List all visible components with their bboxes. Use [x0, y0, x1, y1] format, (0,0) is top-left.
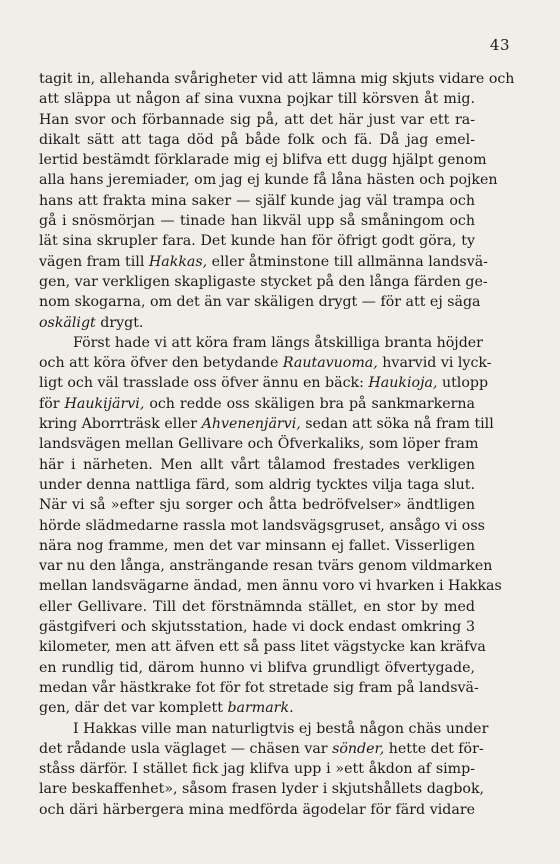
body-text — [39, 69, 515, 820]
text-line — [39, 89, 475, 109]
text-line — [39, 272, 488, 292]
italic-term: Haukioja, — [368, 375, 438, 392]
italic-term: sönder, — [332, 740, 385, 757]
text-line — [39, 231, 475, 251]
page-number: 43 — [489, 36, 510, 54]
text-line — [39, 394, 475, 414]
text-line — [39, 617, 475, 637]
text-segment: tagit in, allehanda svårigheter vid att lämna mig skjuts vidare och — [39, 71, 515, 87]
text-segment: hörde slädmedarne rassla mot landsvägsgruset, ansågo vi oss — [39, 517, 485, 534]
text-line — [39, 110, 475, 130]
text-segment: nom skogarna, om det än var skäligen drygt — för att ej säga — [39, 294, 481, 311]
text-line — [39, 150, 487, 170]
text-segment: ligt och väl trasslade oss öfver ännu en bäck: — [39, 375, 369, 392]
text-segment: lät sina skrupler fara. Det kunde han för öfrigt godt göra, ty — [39, 233, 475, 250]
text-segment: gen, var verkligen skapligaste stycket på den långa färden ge- — [39, 273, 488, 290]
text-line — [39, 252, 488, 272]
italic-term: Hakkas, — [148, 253, 208, 270]
text-segment: gå i snösmörjan — tinade han likväl upp så småningom och — [39, 213, 475, 230]
text-segment: eller åtminstone till allmänna landsvä- — [207, 253, 488, 270]
text-line — [39, 576, 502, 596]
text-segment: eller Gellivare. Till det förstnämnda stället, en stor by med — [39, 598, 475, 615]
text-segment: en rundlig tid, därom hunno vi blifva grundligt öfvertygade, — [39, 659, 475, 676]
text-line — [39, 292, 481, 312]
text-line — [39, 556, 493, 576]
text-line — [39, 69, 515, 89]
text-segment: gästgifveri och skjutsstation, hade vi dock endast omkring 3 — [39, 619, 475, 636]
italic-term: Rautavuoma, — [282, 355, 378, 372]
text-segment: vägen fram till — [39, 253, 149, 270]
italic-term: barmark. — [227, 700, 294, 717]
text-line — [39, 637, 486, 657]
text-segment: hans att frakta mina saker — själf kunde jag väl trampa och — [39, 192, 475, 209]
text-line — [39, 353, 492, 373]
text-segment: gen, där det var komplett — [39, 700, 228, 717]
text-segment: och att köra öfver den betydande — [39, 355, 283, 372]
text-segment: Han svor och förbannade sig på, att det här just var ett ra- — [39, 111, 475, 128]
text-line — [39, 536, 475, 556]
text-line — [39, 678, 479, 698]
text-line — [39, 597, 475, 617]
text-segment: landsvägen mellan Gellivare och Öfverkaliks, som löper fram — [39, 436, 479, 453]
text-line — [39, 495, 475, 515]
text-line — [39, 170, 498, 190]
text-segment: hvarvid vi lyck- — [377, 355, 492, 372]
text-line — [39, 191, 475, 211]
text-segment: att släppa ut någon af sina vuxna pojkar till körsven åt mig. — [39, 91, 475, 108]
text-segment: sedan att söka nå fram till — [300, 416, 494, 433]
text-segment: kring Aborrträsk eller — [39, 416, 202, 433]
text-segment: utlopp — [437, 375, 489, 392]
text-segment: och däri härbergera mina medförda ägodelar för färd vidare — [39, 801, 475, 818]
text-line — [39, 434, 479, 454]
text-line — [39, 373, 489, 393]
text-segment: alla hans jeremiader, om jag ej kunde få låna hästen och pojken — [39, 172, 498, 189]
text-line — [39, 698, 475, 718]
text-line — [39, 313, 475, 333]
italic-term: Haukijärvi, — [64, 395, 145, 412]
text-segment: mellan landsvägarne ändad, men ännu voro vi hvarken i Hakkas — [39, 578, 502, 595]
text-segment: och redde oss skäligen bra på sankmarkerna — [144, 395, 475, 412]
text-segment: I Hakkas ville man naturligtvis ej bestå någon chäs under — [73, 720, 489, 737]
text-segment: hette det för- — [384, 740, 484, 757]
text-segment: under denna nattliga färd, som aldrig tycktes vilja taga slut. — [39, 476, 475, 493]
text-segment: medan vår hästkrake fot för fot stretade sig fram på landsvä- — [39, 679, 479, 696]
text-segment: När vi så »efter sju sorger och åtta bedröfvelser» ändtligen — [39, 497, 475, 514]
text-line — [39, 333, 483, 353]
text-line — [39, 739, 484, 759]
text-segment: nära nog framme, men det var minsann ej fallet. Visserligen — [39, 537, 475, 554]
text-line — [39, 800, 475, 820]
text-line — [39, 130, 475, 150]
text-segment: var nu den långa, ansträngande resan tvärs genom vildmarken — [39, 558, 493, 575]
text-segment: lertid bestämdt förklarade mig ej blifva ett dugg hjälpt genom — [39, 152, 487, 169]
text-segment: lare beskaffenhet», såsom frasen lyder i skjutshållets dagbok, — [39, 781, 485, 798]
text-line — [39, 759, 475, 779]
text-line — [39, 719, 489, 739]
text-segment: Först hade vi att köra fram längs åtskilliga branta höjder — [73, 334, 483, 351]
text-line — [39, 475, 475, 495]
text-segment: för — [39, 395, 65, 412]
text-line — [39, 658, 475, 678]
text-line — [39, 211, 475, 231]
text-segment: ståss därför. I stället fick jag klifva upp i »ett åkdon af simp- — [39, 761, 475, 778]
text-line — [39, 779, 485, 799]
italic-term: Ahvenenjärvi, — [201, 416, 301, 433]
text-segment: dikalt sätt att taga död på både folk och fä. Då jag emel- — [39, 131, 475, 148]
text-segment: det rådande usla väglaget — chäsen var — [39, 740, 333, 757]
italic-term: oskäligt — [39, 314, 96, 331]
text-line — [39, 516, 485, 536]
text-segment: drygt. — [95, 314, 144, 331]
text-segment: kilometer, men att äfven ett så pass litet vägstycke kan kräfva — [39, 639, 486, 656]
text-line — [39, 414, 494, 434]
text-line — [39, 455, 475, 475]
text-segment: här i närheten. Men allt vårt tålamod frestades verkligen — [39, 456, 475, 473]
